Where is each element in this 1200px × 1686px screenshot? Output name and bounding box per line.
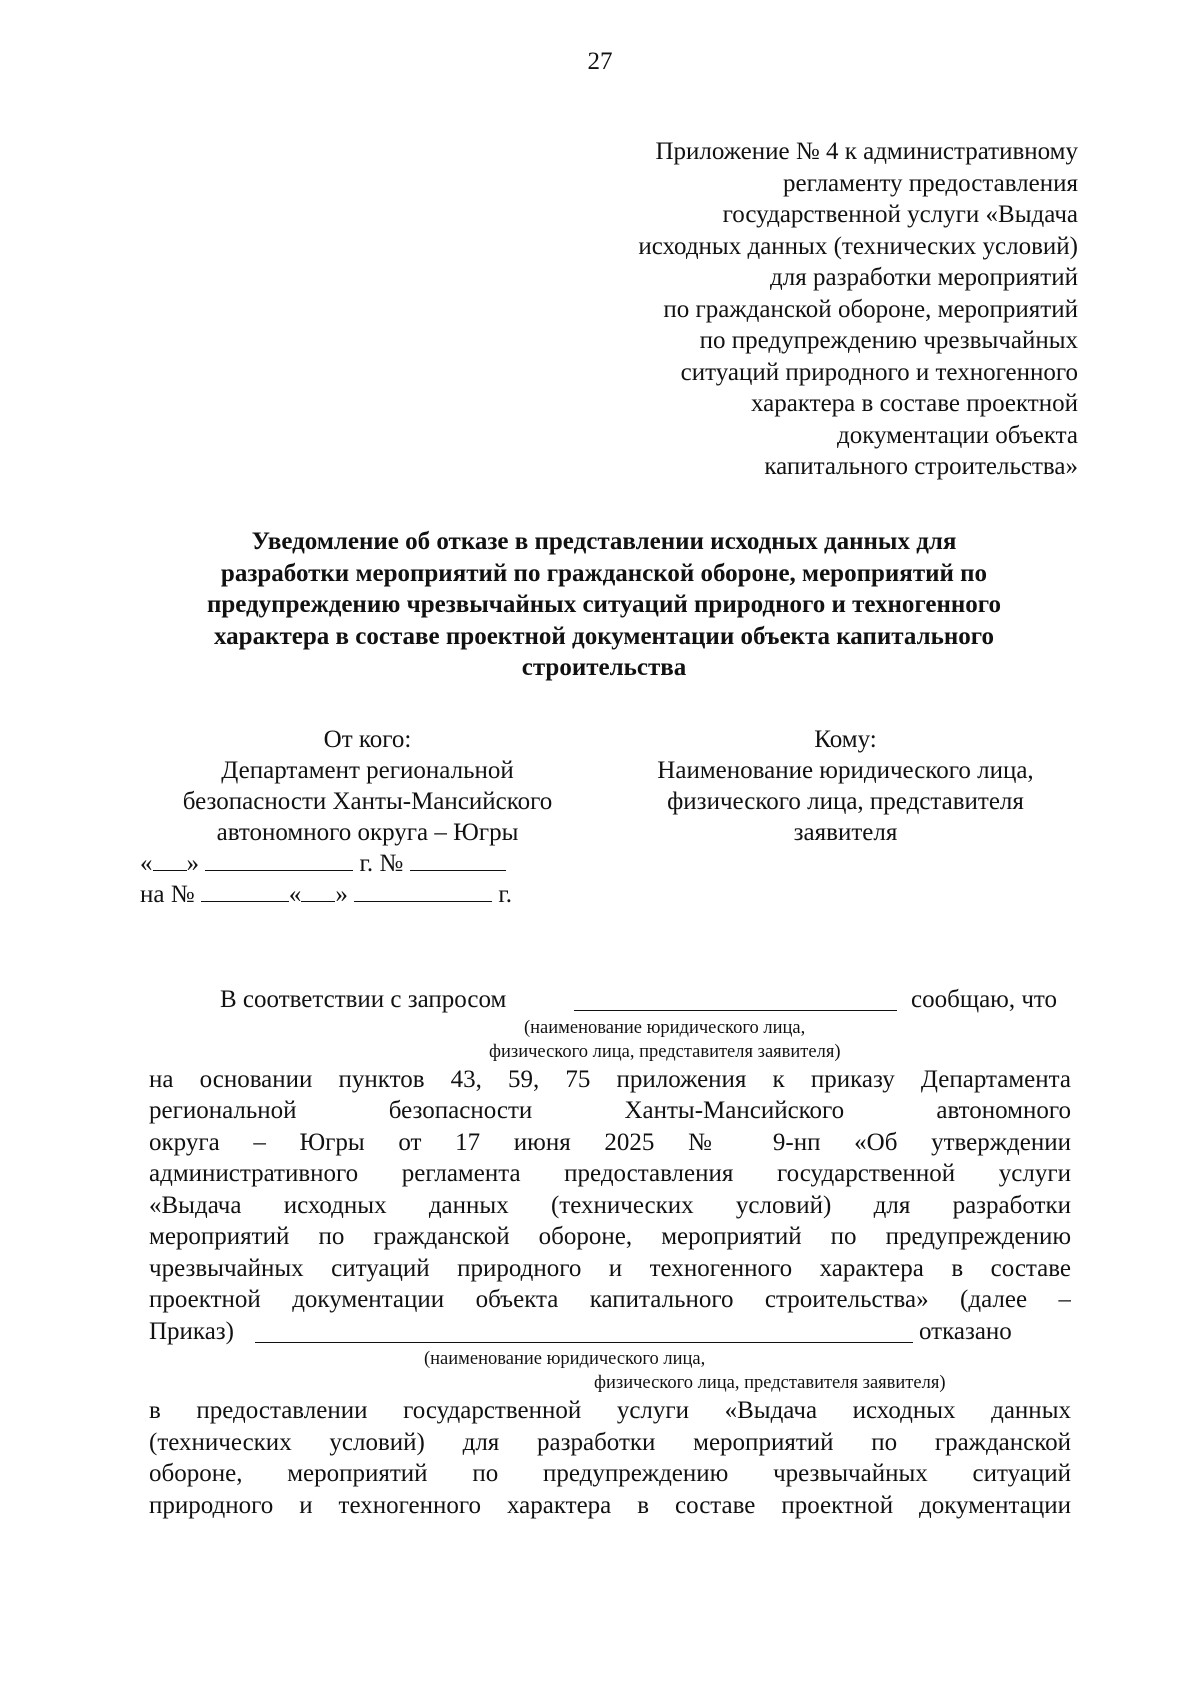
body-line: чрезвычайных ситуаций природного и техногенного характера в составе [149,1254,1071,1282]
applicant-name-blank [574,988,897,1011]
reply-day-blank [301,879,335,902]
body-line: на основании пунктов 43, 59, 75 приложения к приказу Департамента [149,1065,1071,1093]
sender-line: безопасности Ханты-Мансийского [182,788,553,815]
field-hint: физического лица, представителя заявителя) [594,1373,946,1393]
outgoing-date-number-line [140,848,595,879]
appendix-line: капитального строительства» [764,453,1078,480]
appendix-line: государственной услуги «Выдача [722,201,1078,228]
reply-number-blank [201,879,289,902]
sender-line: автономного округа – Югры [216,819,519,846]
body-line: административного регламента предоставления государственной услуги [149,1160,1071,1187]
in-reply-label: на № [140,881,195,908]
month-blank [205,848,353,871]
sender-label: От кого: [323,726,412,753]
appendix-line: исходных данных (технических условий) [638,232,1078,260]
recipient-line: Наименование юридического лица, [657,757,1034,784]
appendix-line: для разработки мероприятий [770,264,1078,291]
recipient-line: заявителя [793,819,898,846]
appendix-line: регламенту предоставления [782,169,1078,197]
body-line: природного и техногенного характера в составе проектной документации [149,1491,1071,1519]
refused-label: отказано [919,1317,1012,1345]
sender-line: Департамент региональной [221,757,514,784]
request-text: В соответствии с запросом [220,986,507,1013]
in-reply-line [140,879,595,910]
prikaz-line [149,1316,1071,1348]
reply-year-label: г. [498,881,513,908]
recipient-line: физического лица, представителя [667,788,1024,815]
appendix-line: по предупреждению чрезвычайных [699,327,1078,354]
hint-row [149,1371,1071,1395]
appendix-line: документации объекта [837,421,1078,449]
appendix-line: ситуаций природного и техногенного [680,358,1078,386]
field-hint: (наименование юридического лица, [524,1017,806,1038]
title-line: разработки мероприятий по гражданской обороне, мероприятий по [220,559,988,587]
day-blank [153,848,187,871]
title-line: строительства [521,654,687,681]
appendix-line: характера в составе проектной [750,390,1078,417]
field-hint: (наименование юридического лица, [424,1349,706,1369]
request-text-end: сообщаю, что [911,986,1058,1013]
number-blank [410,848,506,871]
year-number-label: г. № [359,850,404,877]
body-line: «Выдача исходных данных (технических условий) для разработки [149,1191,1071,1219]
appendix-line: Приложение № 4 к административному [655,138,1078,165]
body-line: (технических условий) для разработки мероприятий по гражданской [149,1428,1071,1456]
body-line: региональной безопасности Ханты-Мансийского автономного [149,1097,1071,1124]
appendix-reference [518,136,1078,483]
page-number: 27 [587,48,613,75]
body-line: мероприятий по гражданской обороне, мероприятий по предупреждению [149,1223,1071,1250]
field-hint: физического лица, представителя заявителя) [489,1041,841,1062]
request-line [149,984,1071,1016]
close-quote: » [186,850,199,877]
hint-row [149,1347,1071,1371]
document-title [130,526,1078,684]
title-line: предупреждению чрезвычайных ситуаций природного и техногенного [206,591,1002,618]
sender-block [140,724,595,910]
open-quote: « [288,881,302,908]
close-quote: » [335,881,348,908]
prikaz-label: Приказ) [149,1317,234,1345]
notice-body [149,984,1071,1521]
open-quote: « [140,850,153,877]
recipient-label: Кому: [814,726,877,753]
body-line: в предоставлении государственной услуги «Выдача исходных данных [149,1397,1071,1424]
reply-month-blank [354,879,492,902]
title-line: характера в составе проектной документации объекта капитального [214,622,994,650]
refused-party-blank [255,1320,913,1343]
hint-row [149,1040,1071,1064]
hint-row [149,1016,1071,1040]
title-line: Уведомление об отказе в представлении исходных данных для [251,528,957,555]
body-line: обороне, мероприятий по предупреждению чрезвычайных ситуаций [149,1460,1071,1487]
body-line: округа – Югры от 17 июня 2025 № 9-нп «Об утверждении [149,1128,1071,1156]
recipient-block [618,724,1073,848]
appendix-line: по гражданской обороне, мероприятий [663,295,1078,323]
body-line: проектной документации объекта капитального строительства» (далее – [149,1286,1071,1313]
